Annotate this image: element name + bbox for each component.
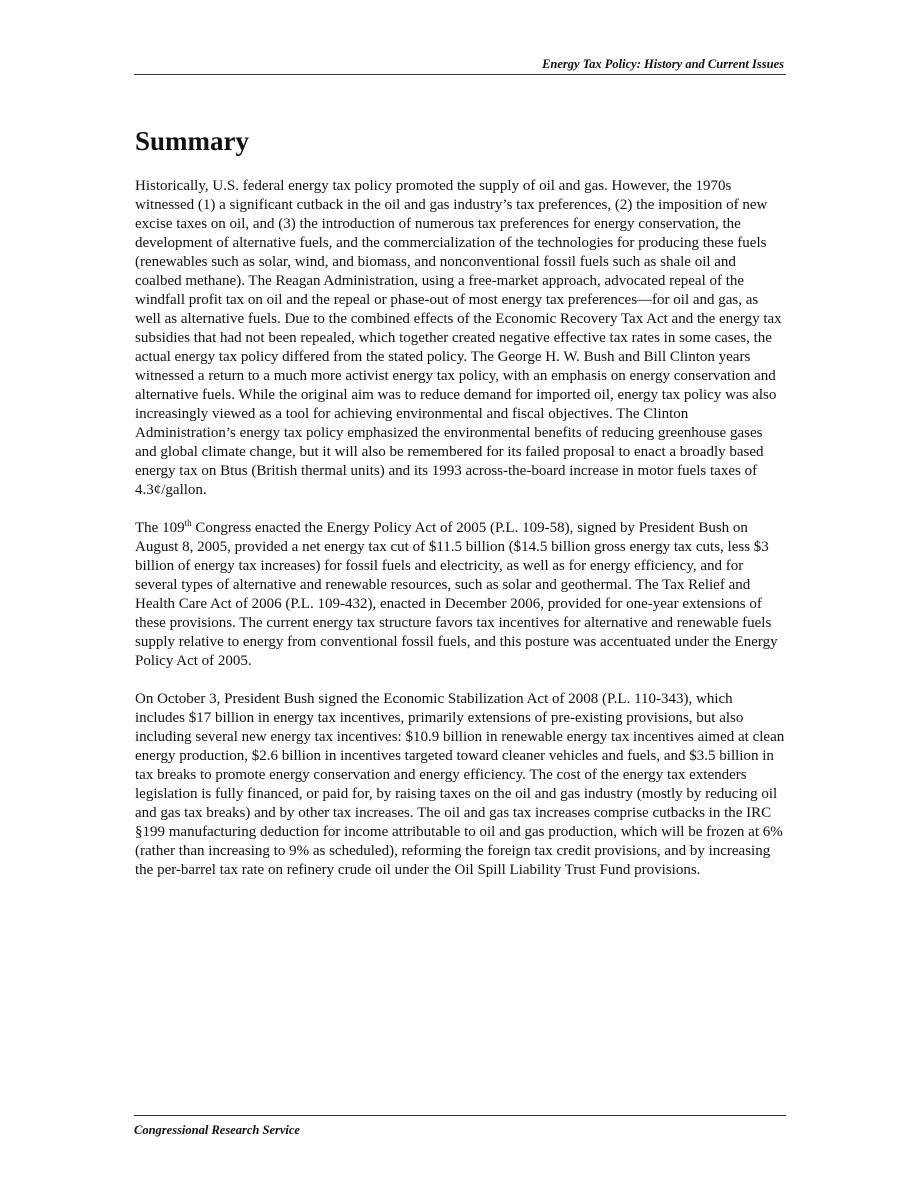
summary-paragraph-1: Historically, U.S. federal energy tax policy promoted the supply of oil and gas. However, the 1970s witnessed (1) a significant cutback in the oil and gas industry’s tax preferences, (2) the imposition of new excise taxes on oil, and (3) the introduction of numerous tax preferences for energy conservation, the development of alternative fuels, and the commercialization of the technologies for producing these fuels (renewables such as solar, wind, and biomass, and nonconventional fossil fuels such as shale oil and coalbed methane). The Reagan Administration, using a free-market approach, advocated repeal of the windfall profit tax on oil and the repeal or phase-out of most energy tax preferences—for oil and gas, as well as alternative fuels. Due to the combined effects of the Economic Recovery Tax Act and the energy tax subsidies that had not been repealed, which together created negative effective tax rates in some cases, the actual energy tax policy differed from the stated policy. The George H. W. Bush and Bill Clinton years witnessed a return to a much more activist energy tax policy, with an emphasis on energy conservation and alternative fuels. While the original aim was to reduce demand for imported oil, energy tax policy was also increasingly viewed as a tool for achieving environmental and fiscal objectives. The Clinton Administration’s energy tax policy emphasized the environmental benefits of reducing greenhouse gases and global climate change, but it will also be remembered for its failed proposal to enact a broadly based energy tax on Btus (British thermal units) and its 1993 across-the-board increase in motor fuels taxes of 4.3¢/gallon. — [135, 178, 782, 498]
paragraph-2-text: Congress enacted the Energy Policy Act of 2005 (P.L. 109-58), signed by President Bush on August 8, 2005, provided a net energy tax cut of $11.5 billion ($14.5 billion gross energy tax cuts, less $3 billion of energy tax increases) for fossil fuels and electricity, as well as for energy efficiency, and for several types of alternative and renewable resources, such as solar and geothermal. The Tax Relief and Health Care Act of 2006 (P.L. 109-432), enacted in December 2006, provided for one-year extensions of these provisions. The current energy tax structure favors tax incentives for alternative and renewable fuels supply relative to energy from conventional fossil fuels, and this posture was accentuated under the Energy Policy Act of 2005. — [135, 520, 778, 669]
running-header-title: Energy Tax Policy: History and Current Issues — [542, 57, 784, 71]
ordinal-superscript: th — [184, 518, 192, 528]
running-header — [134, 56, 786, 75]
summary-paragraph-3: On October 3, President Bush signed the Economic Stabilization Act of 2008 (P.L. 110-343), which includes $17 billion in energy tax incentives, primarily extensions of pre-existing provisions, but also including several new energy tax incentives: $10.9 billion in renewable energy tax incentives aimed at clean energy production, $2.6 billion in incentives targeted toward cleaner vehicles and fuels, and $3.5 billion in tax breaks to promote energy conservation and energy efficiency. The cost of the energy tax extenders legislation is fully financed, or paid for, by raising taxes on the oil and gas industry (mostly by reducing oil and gas tax breaks) and by other tax increases. The oil and gas tax increases comprise cutbacks in the IRC §199 manufacturing deduction for income attributable to oil and gas production, which will be frozen at 6% (rather than increasing to 9% as scheduled), reforming the foreign tax credit provisions, and by increasing the per-barrel tax rate on refinery crude oil under the Oil Spill Liability Trust Fund provisions. — [135, 691, 785, 878]
footer-organization: Congressional Research Service — [134, 1123, 300, 1137]
page-title: Summary — [135, 126, 249, 156]
summary-body — [135, 177, 785, 899]
paragraph-2-lead: The 109 — [135, 520, 185, 536]
running-footer — [134, 1115, 786, 1138]
summary-paragraph-2 — [135, 519, 785, 671]
